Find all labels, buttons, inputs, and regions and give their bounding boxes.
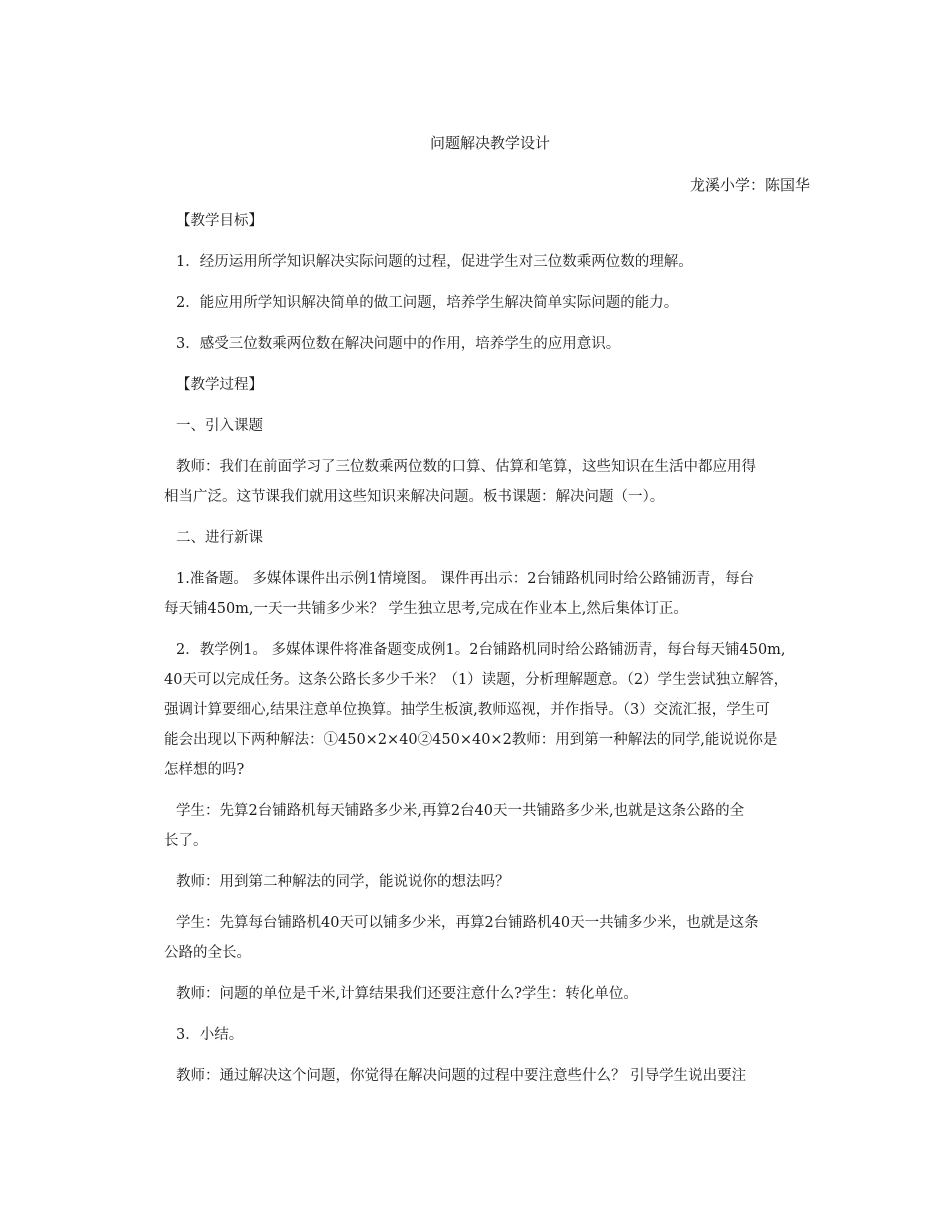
goal-item: 1．经历运用所学知识解决实际问题的过程，促进学生对三位数乘两位数的理解。	[176, 254, 693, 270]
teacher-question: 教师：用到第二种解法的同学，能说说你的想法吗？	[176, 874, 510, 890]
goal-item: 2．能应用所学知识解决简单的做工问题，培养学生解决简单实际问题的能力。	[176, 295, 679, 311]
student-answer-line: 长了。	[164, 833, 208, 849]
goal-item: 3．感受三位数乘两位数在解决问题中的作用，培养学生的应用意识。	[176, 336, 621, 352]
step1-line: 每天铺450m,一天一共铺多少米？ 学生独立思考,完成在作业本上,然后集体订正。	[164, 601, 688, 617]
teacher-question: 教师：通过解决这个问题，你觉得在解决问题的过程中要注意些什么？ 引导学生说出要注	[176, 1068, 747, 1084]
author-line: 龙溪小学：陈国华	[689, 176, 810, 194]
step2-line: 2．教学例1。 多媒体课件将准备题变成例1。2台铺路机同时给公路铺沥青，每台每天铺450m,	[176, 642, 786, 658]
part1-heading: 一、引入课题	[176, 418, 263, 434]
document-body	[164, 128, 810, 1091]
step1-line: 1.准备题。 多媒体课件出示例1情境图。 课件再出示：2台铺路机同时给公路铺沥青，每台	[176, 571, 754, 587]
step2-line: 能会出现以下两种解法：①450×2×40②450×40×2教师：用到第一种解法的同学,能说说你是	[164, 732, 778, 748]
teacher-question: 教师：问题的单位是千米,计算结果我们还要注意什么?学生：转化单位。	[176, 986, 638, 1002]
step2-line: 40天可以完成任务。这条公路长多少千米？（1）读题，分析理解题意。（2）学生尝试独立解答，	[164, 672, 789, 688]
student-answer-line: 学生：先算每台铺路机40天可以铺多少米，再算2台铺路机40天一共铺多少米，也就是这条	[176, 915, 759, 931]
step2-line: 怎样想的吗?	[164, 762, 245, 778]
part2-heading: 二、进行新课	[176, 530, 263, 546]
student-answer-line: 学生：先算2台铺路机每天铺路多少米,再算2台40天一共铺路多少米,也就是这条公路的全	[176, 803, 745, 819]
goals-heading: 【教学目标】	[176, 213, 263, 229]
student-answer-line: 公路的全长。	[164, 945, 251, 961]
part1-paragraph-line: 教师：我们在前面学习了三位数乘两位数的口算、估算和笔算，这些知识在生活中都应用得	[176, 459, 756, 475]
process-heading: 【教学过程】	[176, 377, 263, 393]
part1-paragraph-line: 相当广泛。这节课我们就用这些知识来解决问题。板书课题：解决问题（一）。	[164, 489, 665, 505]
step2-line: 强调计算要细心,结果注意单位换算。抽学生板演,教师巡视，并作指导。（3）交流汇报，学生可	[164, 702, 770, 718]
summary-heading: 3．小结。	[176, 1027, 244, 1043]
page-title: 问题解决教学设计	[429, 134, 550, 152]
